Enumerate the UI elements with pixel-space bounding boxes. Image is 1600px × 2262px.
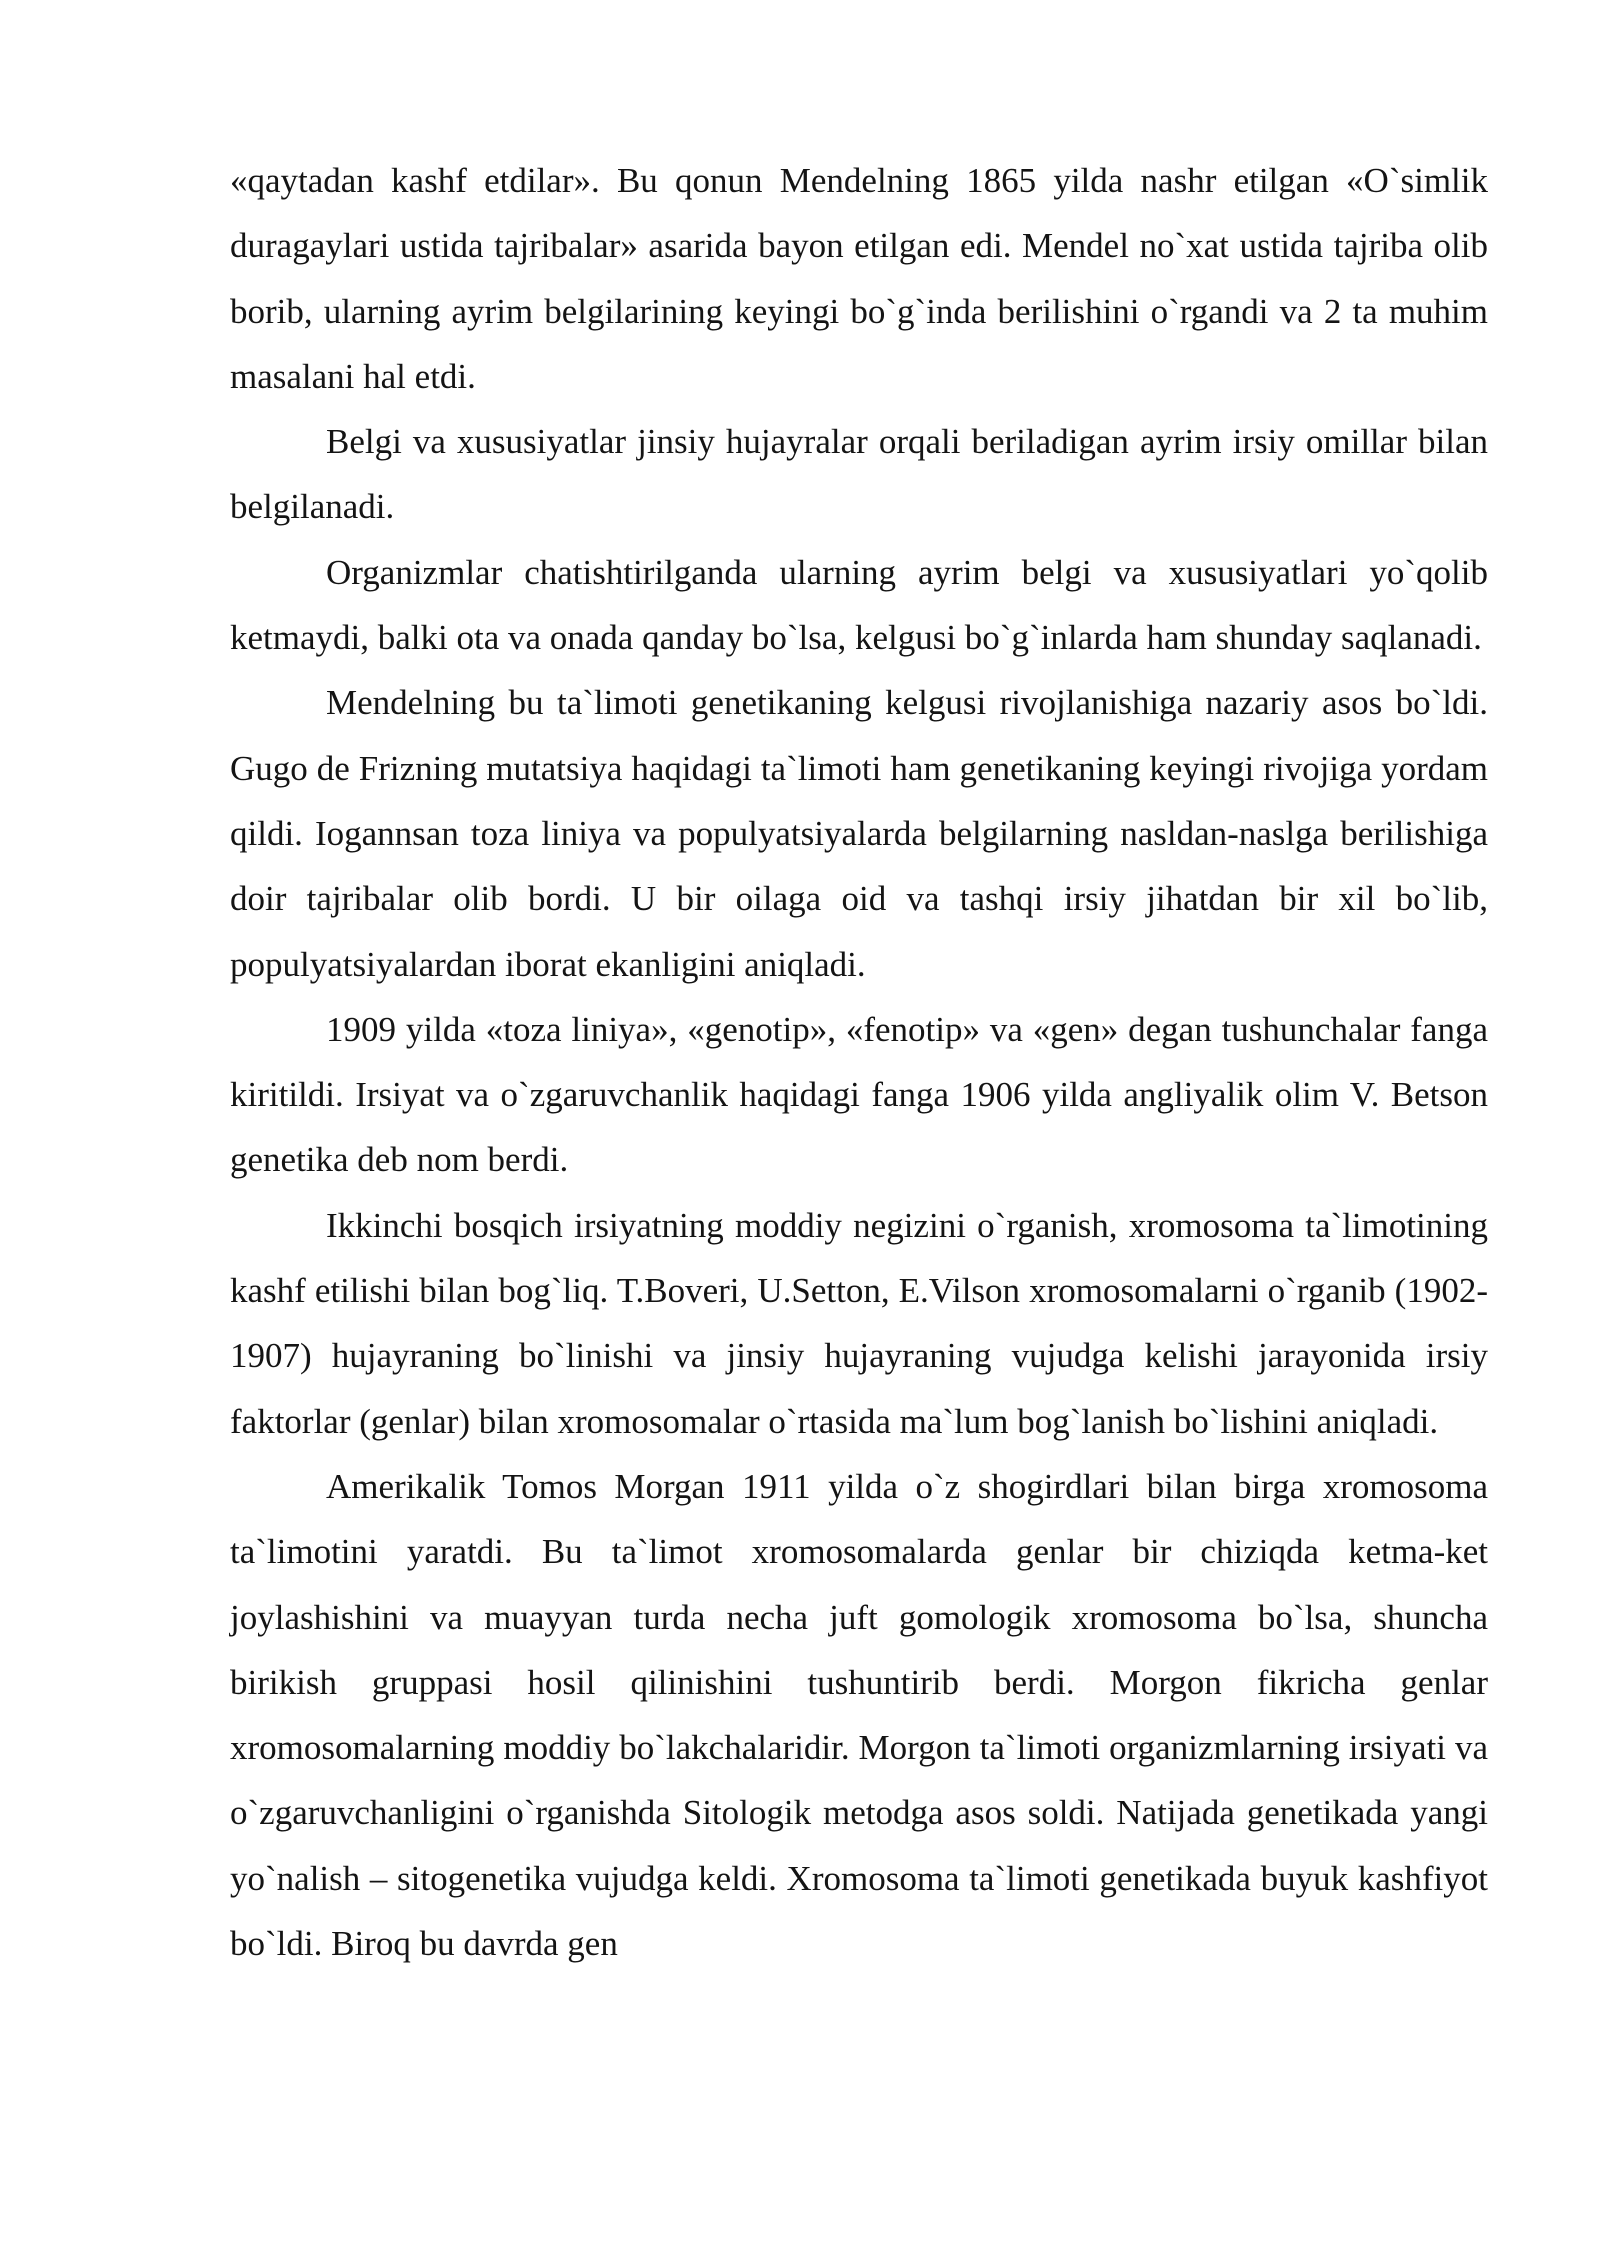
body-text xyxy=(230,148,1488,1976)
paragraph: Mendelning bu ta`limoti genetikaning kelgusi rivojlanishiga nazariy asos bo`ldi. Gugo de Frizning mutatsiya haqidagi ta`limoti ham genetikaning keyingi rivojiga yordam qildi. Iogannsan toza liniya va populyatsiyalarda belgilarning nasldan-naslga berilishiga doir tajribalar olib bordi. U bir oilaga oid va tashqi irsiy jihatdan bir xil bo`lib, populyatsiyalardan iborat ekanligini aniqladi. xyxy=(230,683,1488,984)
paragraph: Organizmlar chatishtirilganda ularning ayrim belgi va xususiyatlari yo`qolib ketmaydi, balki ota va onada qanday bo`lsa, kelgusi bo`g`inlarda ham shunday saqlanadi. xyxy=(230,552,1488,658)
paragraph: 1909 yilda «toza liniya», «genotip», «fenotip» va «gen» degan tushunchalar fanga kiritildi. Irsiyat va o`zgaruvchanlik haqidagi fanga 1906 yilda angliyalik olim V. Betson genetika deb nom berdi. xyxy=(230,1009,1488,1180)
paragraph-continuation: «qaytadan kashf etdilar». Bu qonun Mendelning 1865 yilda nashr etilgan «O`simlik duragaylari ustida tajribalar» asarida bayon etilgan edi. Mendel no`xat ustida tajriba olib borib, ularning ayrim belgilarining keyingi bo`g`inda berilishini o`rgandi va 2 ta muhim masalani hal etdi. xyxy=(230,161,1488,396)
paragraph: Ikkinchi bosqich irsiyatning moddiy negizini o`rganish, xromosoma ta`limotining kashf etilishi bilan bog`liq. T.Boveri, U.Setton, E.Vilson xromosomalarni o`rganib (1902-1907) hujayraning bo`linishi va jinsiy hujayraning vujudga kelishi jarayonida irsiy faktorlar (genlar) bilan xromosomalar o`rtasida ma`lum bog`lanish bo`lishini aniqladi. xyxy=(230,1205,1488,1441)
paragraph: Amerikalik Tomos Morgan 1911 yilda o`z shogirdlari bilan birga xromosoma ta`limotini yaratdi. Bu ta`limot xromosomalarda genlar bir chiziqda ketma-ket joylashishini va muayyan turda necha juft gomologik xromosoma bo`lsa, shuncha birikish gruppasi hosil qilinishini tushuntirib berdi. Morgon fikricha genlar xromosomalarning moddiy bo`lakchalaridir. Morgon ta`limoti organizmlarning irsiyati va o`zgaruvchanligini o`rganishda Sitologik metodga asos soldi. Natijada genetikada yangi yo`nalish – sitogenetika vujudga keldi. Xromosoma ta`limoti genetikada buyuk kashfiyot bo`ldi. Biroq bu davrda gen xyxy=(230,1466,1488,1964)
paragraph: Belgi va xususiyatlar jinsiy hujayralar orqali beriladigan ayrim irsiy omillar bilan belgilanadi. xyxy=(230,422,1488,527)
